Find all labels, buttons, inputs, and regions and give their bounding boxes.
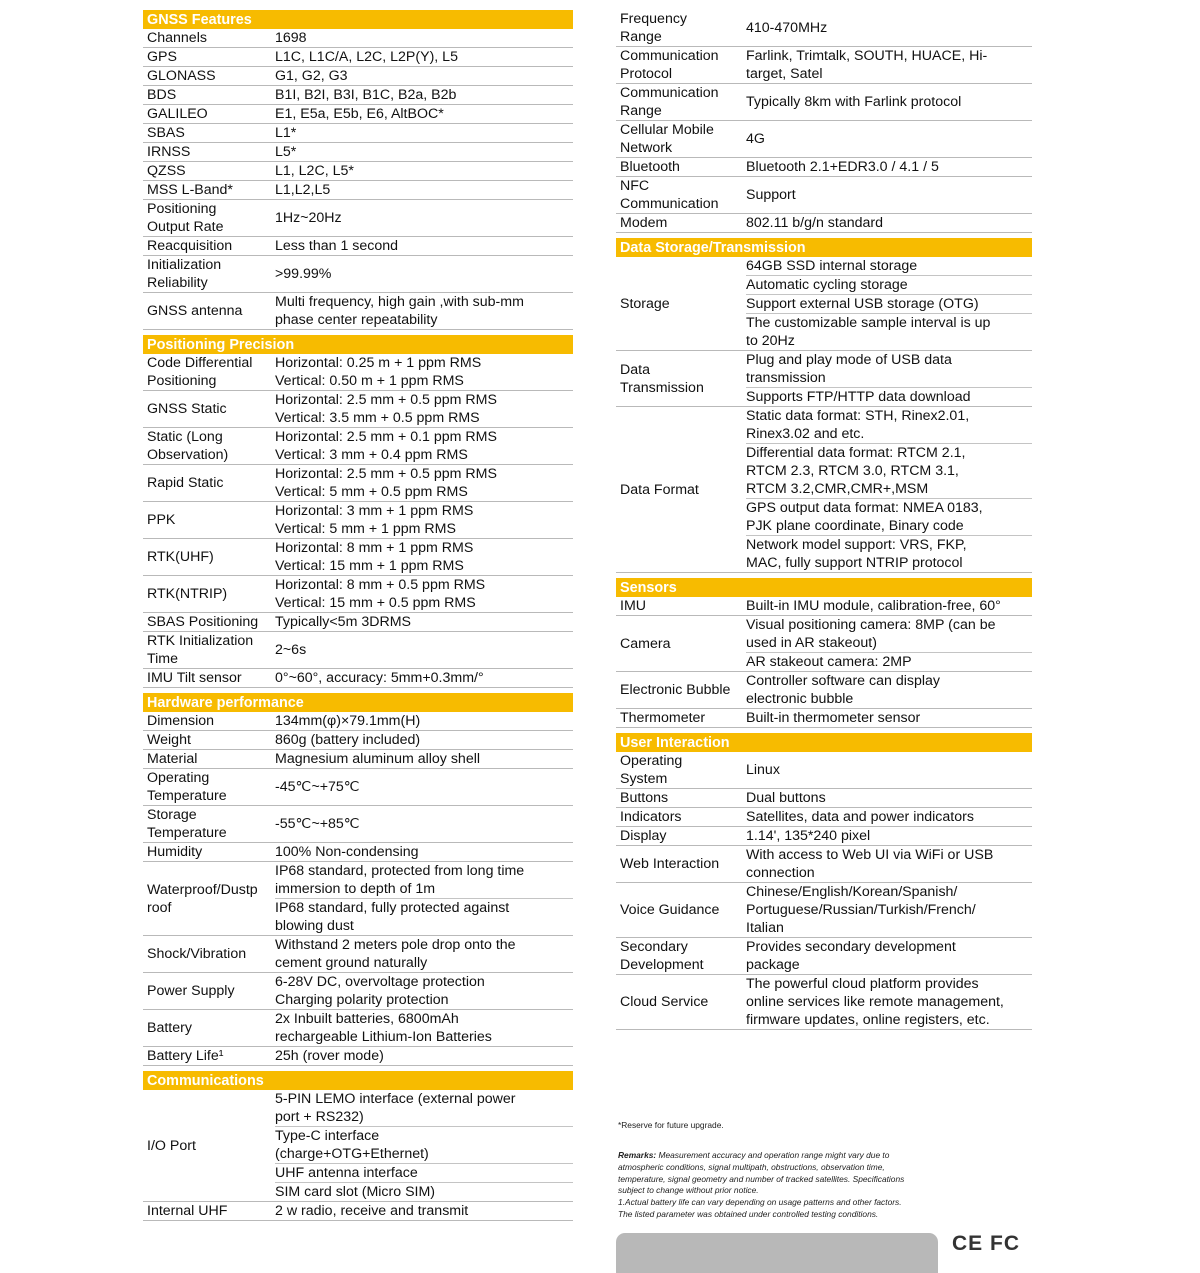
spec-values bbox=[746, 827, 1032, 845]
spec-values bbox=[275, 669, 573, 687]
spec-row-frequency-range bbox=[616, 10, 1032, 47]
spec-values bbox=[746, 616, 1032, 671]
remarks bbox=[618, 1150, 963, 1221]
spec-value: Plug and play mode of USB data transmission bbox=[746, 352, 952, 386]
spec-value: 100% Non-condensing bbox=[275, 844, 419, 860]
spec-row-code-differential-positioning bbox=[143, 354, 573, 391]
spec-label: GLONASS bbox=[147, 68, 216, 84]
spec-label: Cloud Service bbox=[620, 994, 709, 1010]
spec-label: Channels bbox=[147, 30, 207, 46]
spec-row-bds bbox=[143, 86, 573, 105]
spec-row-initialization-reliability bbox=[143, 256, 573, 293]
spec-label: IRNSS bbox=[147, 144, 191, 160]
spec-value: L1,L2,L5 bbox=[275, 182, 331, 198]
spec-label: MSS L-Band* bbox=[147, 182, 233, 198]
spec-value: Support external USB storage (OTG) bbox=[746, 294, 1032, 313]
spec-values bbox=[275, 936, 573, 972]
spec-value: Magnesium aluminum alloy shell bbox=[275, 751, 481, 767]
section-header-communications: Communications bbox=[143, 1071, 573, 1090]
spec-value: 64GB SSD internal storage bbox=[746, 258, 918, 274]
spec-value: Built-in IMU module, calibration-free, 60° bbox=[746, 598, 1001, 614]
spec-values bbox=[275, 1010, 573, 1046]
spec-value: Withstand 2 meters pole drop onto the cement ground naturally bbox=[275, 937, 516, 971]
spec-row-dimension bbox=[143, 712, 573, 731]
spec-values bbox=[275, 750, 573, 768]
spec-values bbox=[275, 465, 573, 501]
spec-value: IP68 standard, protected from long time immersion to depth of 1m bbox=[275, 863, 525, 897]
spec-values bbox=[275, 502, 573, 538]
footnote: *Reserve for future upgrade. bbox=[618, 1120, 724, 1130]
spec-row-nfc-communication bbox=[616, 177, 1032, 214]
spec-label: Internal UHF bbox=[147, 1203, 228, 1219]
spec-row-galileo bbox=[143, 105, 573, 124]
spec-label: Data Transmission bbox=[620, 361, 704, 396]
spec-label: GNSS antenna bbox=[147, 303, 243, 319]
spec-value: Farlink, Trimtalk, SOUTH, HUACE, Hi- target, Satel bbox=[746, 48, 988, 82]
spec-label: Static (Long Observation) bbox=[147, 429, 229, 463]
spec-value: 410-470MHz bbox=[746, 20, 828, 36]
spec-row-modem bbox=[616, 214, 1032, 233]
spec-label: BDS bbox=[147, 87, 177, 103]
spec-values bbox=[275, 391, 573, 427]
spec-value: Typically 8km with Farlink protocol bbox=[746, 94, 962, 110]
spec-values bbox=[746, 158, 1032, 176]
spec-values bbox=[746, 789, 1032, 807]
spec-value: Horizontal: 2.5 mm + 0.5 ppm RMS Vertical: 3.5 mm + 0.5 ppm RMS bbox=[275, 392, 497, 426]
spec-label: Camera bbox=[620, 635, 671, 652]
spec-row-rtk-ntrip bbox=[143, 576, 573, 613]
spec-value: 860g (battery included) bbox=[275, 732, 421, 748]
spec-value: 1.14', 135*240 pixel bbox=[746, 828, 871, 844]
spec-value: Horizontal: 2.5 mm + 0.1 ppm RMS Vertical: 3 mm + 0.4 ppm RMS bbox=[275, 429, 497, 463]
spec-value: E1, E5a, E5b, E6, AltBOC* bbox=[275, 106, 444, 122]
spec-row-rapid-static bbox=[143, 465, 573, 502]
spec-values bbox=[275, 200, 573, 236]
spec-value: Linux bbox=[746, 762, 780, 778]
spec-value: 1698 bbox=[275, 30, 307, 46]
spec-row-rtk-uhf bbox=[143, 539, 573, 576]
spec-values bbox=[746, 351, 1032, 406]
spec-value: Network model support: VRS, FKP, MAC, fully support NTRIP protocol bbox=[746, 535, 1032, 572]
spec-label: Weight bbox=[147, 732, 191, 748]
spec-row-internal-uhf bbox=[143, 1202, 573, 1221]
spec-values bbox=[746, 214, 1032, 232]
spec-label: Indicators bbox=[620, 809, 682, 825]
spec-values bbox=[275, 124, 573, 142]
spec-row-battery-life bbox=[143, 1047, 573, 1066]
spec-values bbox=[275, 256, 573, 292]
spec-values bbox=[275, 48, 573, 66]
spec-label: Operating Temperature bbox=[147, 770, 227, 804]
spec-value: 4G bbox=[746, 131, 765, 147]
spec-label: Bluetooth bbox=[620, 159, 680, 175]
spec-value: Type-C interface (charge+OTG+Ethernet) bbox=[275, 1126, 573, 1163]
spec-row-electronic-bubble bbox=[616, 672, 1032, 709]
spec-values bbox=[275, 539, 573, 575]
spec-row-cloud-service bbox=[616, 975, 1032, 1030]
spec-values bbox=[275, 862, 573, 935]
spec-row-imu bbox=[616, 597, 1032, 616]
spec-row-reacquisition bbox=[143, 237, 573, 256]
spec-label: Code Differential Positioning bbox=[147, 355, 253, 389]
spec-value: Supports FTP/HTTP data download bbox=[746, 387, 1032, 406]
spec-value: L1, L2C, L5* bbox=[275, 163, 354, 179]
spec-value: Chinese/English/Korean/Spanish/ Portuguese/Russian/Turkish/French/ Italian bbox=[746, 884, 976, 936]
spec-row-web-interaction bbox=[616, 846, 1032, 883]
spec-value: L5* bbox=[275, 144, 297, 160]
spec-values bbox=[746, 47, 1032, 83]
spec-values bbox=[275, 712, 573, 730]
spec-value: GPS output data format: NMEA 0183, PJK plane coordinate, Binary code bbox=[746, 498, 1032, 535]
spec-label: Web Interaction bbox=[620, 856, 720, 872]
footer-bar bbox=[616, 1233, 938, 1273]
spec-value: 6-28V DC, overvoltage protection Charging polarity protection bbox=[275, 974, 485, 1008]
spec-row-i-o-port bbox=[143, 1090, 573, 1202]
spec-value: IP68 standard, fully protected against blowing dust bbox=[275, 898, 573, 935]
spec-value: 25h (rover mode) bbox=[275, 1048, 384, 1064]
spec-row-gps bbox=[143, 48, 573, 67]
spec-label: SBAS bbox=[147, 125, 185, 141]
spec-row-storage bbox=[616, 257, 1032, 351]
spec-values bbox=[275, 1047, 573, 1065]
spec-row-glonass bbox=[143, 67, 573, 86]
spec-values bbox=[275, 86, 573, 104]
spec-values bbox=[275, 354, 573, 390]
spec-row-waterproof-dustp-roof bbox=[143, 862, 573, 936]
spec-row-cellular-mobile-network bbox=[616, 121, 1032, 158]
spec-values bbox=[275, 731, 573, 749]
spec-label: Battery bbox=[147, 1020, 192, 1036]
spec-row-battery bbox=[143, 1010, 573, 1047]
spec-values bbox=[275, 973, 573, 1009]
spec-values bbox=[746, 84, 1032, 120]
spec-value: Satellites, data and power indicators bbox=[746, 809, 974, 825]
spec-values bbox=[275, 769, 573, 805]
spec-row-sbas-positioning bbox=[143, 613, 573, 632]
remarks-label: Remarks: bbox=[618, 1150, 657, 1160]
spec-row-power-supply bbox=[143, 973, 573, 1010]
spec-values bbox=[275, 806, 573, 842]
spec-values bbox=[275, 143, 573, 161]
spec-value: Support bbox=[746, 187, 796, 203]
spec-label: Data Format bbox=[620, 481, 699, 498]
spec-value: Dual buttons bbox=[746, 790, 826, 806]
spec-label: SBAS Positioning bbox=[147, 614, 259, 630]
spec-row-irnss bbox=[143, 143, 573, 162]
spec-value: Automatic cycling storage bbox=[746, 275, 1032, 294]
spec-label: RTK(NTRIP) bbox=[147, 586, 228, 602]
spec-values bbox=[746, 752, 1032, 788]
spec-label: Secondary Development bbox=[620, 939, 704, 973]
spec-row-indicators bbox=[616, 808, 1032, 827]
spec-label: Modem bbox=[620, 215, 668, 231]
spec-values bbox=[275, 237, 573, 255]
right-spec-column bbox=[616, 10, 1032, 1030]
spec-row-qzss bbox=[143, 162, 573, 181]
spec-row-positioning-output-rate bbox=[143, 200, 573, 237]
certification-marks: CE FC bbox=[952, 1232, 1020, 1255]
spec-value: Horizontal: 3 mm + 1 ppm RMS Vertical: 5 mm + 1 ppm RMS bbox=[275, 503, 474, 537]
spec-label: GALILEO bbox=[147, 106, 208, 122]
section-header-data-storage-transmission: Data Storage/Transmission bbox=[616, 238, 1032, 257]
spec-values bbox=[275, 67, 573, 85]
spec-value: Differential data format: RTCM 2.1, RTCM 2.3, RTCM 3.0, RTCM 3.1, RTCM 3.2,CMR,CMR+,MSM bbox=[746, 443, 1032, 498]
spec-label: Positioning Output Rate bbox=[147, 201, 224, 235]
left-spec-column bbox=[143, 10, 573, 1221]
spec-value: 802.11 b/g/n standard bbox=[746, 215, 883, 231]
spec-row-gnss-static bbox=[143, 391, 573, 428]
spec-values bbox=[275, 843, 573, 861]
spec-row-data-format bbox=[616, 407, 1032, 573]
spec-values bbox=[275, 162, 573, 180]
spec-label: Battery Life¹ bbox=[147, 1048, 224, 1064]
spec-row-sbas bbox=[143, 124, 573, 143]
spec-label: Cellular Mobile Network bbox=[620, 122, 714, 156]
spec-value: With access to Web UI via WiFi or USB connection bbox=[746, 847, 994, 881]
spec-values bbox=[746, 10, 1032, 46]
spec-value: Horizontal: 2.5 mm + 0.5 ppm RMS Vertical: 5 mm + 0.5 ppm RMS bbox=[275, 466, 497, 500]
spec-label: Frequency Range bbox=[620, 11, 688, 45]
spec-label: Thermometer bbox=[620, 710, 706, 726]
spec-label: Rapid Static bbox=[147, 475, 224, 491]
spec-value: UHF antenna interface bbox=[275, 1163, 573, 1182]
spec-value: L1C, L1C/A, L2C, L2P(Y), L5 bbox=[275, 49, 458, 65]
spec-label: Electronic Bubble bbox=[620, 682, 731, 698]
spec-label: Operating System bbox=[620, 753, 683, 787]
spec-values bbox=[746, 672, 1032, 708]
spec-row-voice-guidance bbox=[616, 883, 1032, 938]
spec-value: 5-PIN LEMO interface (external power port + RS232) bbox=[275, 1091, 516, 1125]
spec-row-communication-range bbox=[616, 84, 1032, 121]
spec-row-communication-protocol bbox=[616, 47, 1032, 84]
spec-value: B1I, B2I, B3I, B1C, B2a, B2b bbox=[275, 87, 457, 103]
spec-row-shock-vibration bbox=[143, 936, 573, 973]
spec-label: Display bbox=[620, 828, 667, 844]
spec-row-operating-system bbox=[616, 752, 1032, 789]
spec-value: AR stakeout camera: 2MP bbox=[746, 652, 1032, 671]
spec-row-static-long-observation bbox=[143, 428, 573, 465]
spec-value: 134mm(φ)×79.1mm(H) bbox=[275, 713, 421, 729]
spec-row-ppk bbox=[143, 502, 573, 539]
spec-label: Storage Temperature bbox=[147, 807, 227, 841]
spec-label: RTK Initialization Time bbox=[147, 633, 254, 667]
spec-value: Provides secondary development package bbox=[746, 939, 956, 973]
spec-label: QZSS bbox=[147, 163, 186, 179]
spec-values bbox=[746, 846, 1032, 882]
section-header-sensors: Sensors bbox=[616, 578, 1032, 597]
spec-value: Less than 1 second bbox=[275, 238, 399, 254]
spec-values bbox=[746, 597, 1032, 615]
spec-value: -45℃~+75℃ bbox=[275, 779, 360, 795]
spec-label: GNSS Static bbox=[147, 401, 227, 417]
spec-label: GPS bbox=[147, 49, 177, 65]
spec-value: 2~6s bbox=[275, 642, 307, 658]
spec-value: Visual positioning camera: 8MP (can be used in AR stakeout) bbox=[746, 617, 996, 651]
spec-label: Dimension bbox=[147, 713, 215, 729]
spec-row-thermometer bbox=[616, 709, 1032, 728]
spec-value: 1Hz~20Hz bbox=[275, 210, 342, 226]
spec-row-buttons bbox=[616, 789, 1032, 808]
spec-values bbox=[275, 181, 573, 199]
spec-row-channels bbox=[143, 29, 573, 48]
spec-values bbox=[275, 105, 573, 123]
remarks-text: Measurement accuracy and operation range might vary due to atmospheric conditions, signal multipath, obstructions, observation time, temperature, signal geometry and number of tracked satellites. Specifications subject to change without prior notice. 1.Actual battery life can vary depending on usage patterns and other factors. The listed parameter was obtained under controlled testing conditions. bbox=[618, 1150, 905, 1219]
section-header-user-interaction: User Interaction bbox=[616, 733, 1032, 752]
spec-value: >99.99% bbox=[275, 266, 332, 282]
spec-row-data-transmission bbox=[616, 351, 1032, 407]
spec-label: Reacquisition bbox=[147, 238, 233, 254]
spec-value: 2x Inbuilt batteries, 6800mAh rechargeable Lithium-Ion Batteries bbox=[275, 1011, 492, 1045]
spec-value: SIM card slot (Micro SIM) bbox=[275, 1182, 573, 1201]
spec-label: RTK(UHF) bbox=[147, 549, 214, 565]
spec-label: Material bbox=[147, 751, 198, 767]
spec-row-humidity bbox=[143, 843, 573, 862]
spec-label: Voice Guidance bbox=[620, 902, 720, 918]
spec-values bbox=[746, 177, 1032, 213]
spec-label: Humidity bbox=[147, 844, 203, 860]
spec-row-storage-temperature bbox=[143, 806, 573, 843]
spec-values bbox=[275, 632, 573, 668]
spec-label: Buttons bbox=[620, 790, 669, 806]
spec-values bbox=[275, 1090, 573, 1201]
spec-value: Bluetooth 2.1+EDR3.0 / 4.1 / 5 bbox=[746, 159, 939, 175]
spec-values bbox=[275, 1202, 573, 1220]
spec-value: L1* bbox=[275, 125, 297, 141]
spec-row-operating-temperature bbox=[143, 769, 573, 806]
spec-values bbox=[746, 257, 1032, 350]
spec-values bbox=[275, 613, 573, 631]
spec-value: 0°~60°, accuracy: 5mm+0.3mm/° bbox=[275, 670, 484, 686]
spec-label: Communication Range bbox=[620, 85, 719, 119]
spec-values bbox=[275, 576, 573, 612]
spec-row-mss-l-band bbox=[143, 181, 573, 200]
spec-row-material bbox=[143, 750, 573, 769]
spec-values bbox=[746, 975, 1032, 1029]
spec-values bbox=[275, 428, 573, 464]
spec-values bbox=[746, 883, 1032, 937]
spec-row-secondary-development bbox=[616, 938, 1032, 975]
spec-value: G1, G2, G3 bbox=[275, 68, 348, 84]
spec-value: The powerful cloud platform provides online services like remote management, firmware updates, online registers, etc. bbox=[746, 976, 1004, 1028]
spec-value: The customizable sample interval is up to 20Hz bbox=[746, 313, 1032, 350]
spec-label: Waterproof/Dustp roof bbox=[147, 881, 258, 916]
spec-value: Static data format: STH, Rinex2.01, Rinex3.02 and etc. bbox=[746, 408, 970, 442]
spec-label: Storage bbox=[620, 295, 670, 312]
spec-values bbox=[275, 293, 573, 329]
spec-label: I/O Port bbox=[147, 1137, 196, 1154]
spec-value: -55℃~+85℃ bbox=[275, 816, 360, 832]
spec-values bbox=[746, 407, 1032, 572]
section-header-hardware-performance: Hardware performance bbox=[143, 693, 573, 712]
spec-row-weight bbox=[143, 731, 573, 750]
spec-label: NFC Communication bbox=[620, 178, 719, 212]
spec-label: Shock/Vibration bbox=[147, 946, 247, 962]
spec-label: Initialization Reliability bbox=[147, 257, 222, 291]
spec-row-gnss-antenna bbox=[143, 293, 573, 330]
section-header-positioning-precision: Positioning Precision bbox=[143, 335, 573, 354]
spec-row-imu-tilt-sensor bbox=[143, 669, 573, 688]
spec-row-display bbox=[616, 827, 1032, 846]
spec-values bbox=[275, 29, 573, 47]
spec-value: Built-in thermometer sensor bbox=[746, 710, 921, 726]
spec-value: 2 w radio, receive and transmit bbox=[275, 1203, 469, 1219]
spec-label: IMU Tilt sensor bbox=[147, 670, 242, 686]
spec-label: Power Supply bbox=[147, 983, 235, 999]
spec-value: Multi frequency, high gain ,with sub-mm phase center repeatability bbox=[275, 294, 524, 328]
spec-value: Controller software can display electronic bubble bbox=[746, 673, 940, 707]
spec-values bbox=[746, 938, 1032, 974]
spec-value: Horizontal: 8 mm + 1 ppm RMS Vertical: 15 mm + 1 ppm RMS bbox=[275, 540, 474, 574]
spec-label: IMU bbox=[620, 598, 647, 614]
spec-value: Horizontal: 8 mm + 0.5 ppm RMS Vertical: 15 mm + 0.5 ppm RMS bbox=[275, 577, 486, 611]
spec-row-camera bbox=[616, 616, 1032, 672]
spec-values bbox=[746, 709, 1032, 727]
spec-row-rtk-initialization-time bbox=[143, 632, 573, 669]
spec-label: Communication Protocol bbox=[620, 48, 719, 82]
spec-row-bluetooth bbox=[616, 158, 1032, 177]
spec-value: Typically<5m 3DRMS bbox=[275, 614, 411, 630]
spec-values bbox=[746, 121, 1032, 157]
spec-values bbox=[746, 808, 1032, 826]
spec-value: Horizontal: 0.25 m + 1 ppm RMS Vertical: 0.50 m + 1 ppm RMS bbox=[275, 355, 482, 389]
spec-label: PPK bbox=[147, 512, 176, 528]
section-header-gnss-features: GNSS Features bbox=[143, 10, 573, 29]
